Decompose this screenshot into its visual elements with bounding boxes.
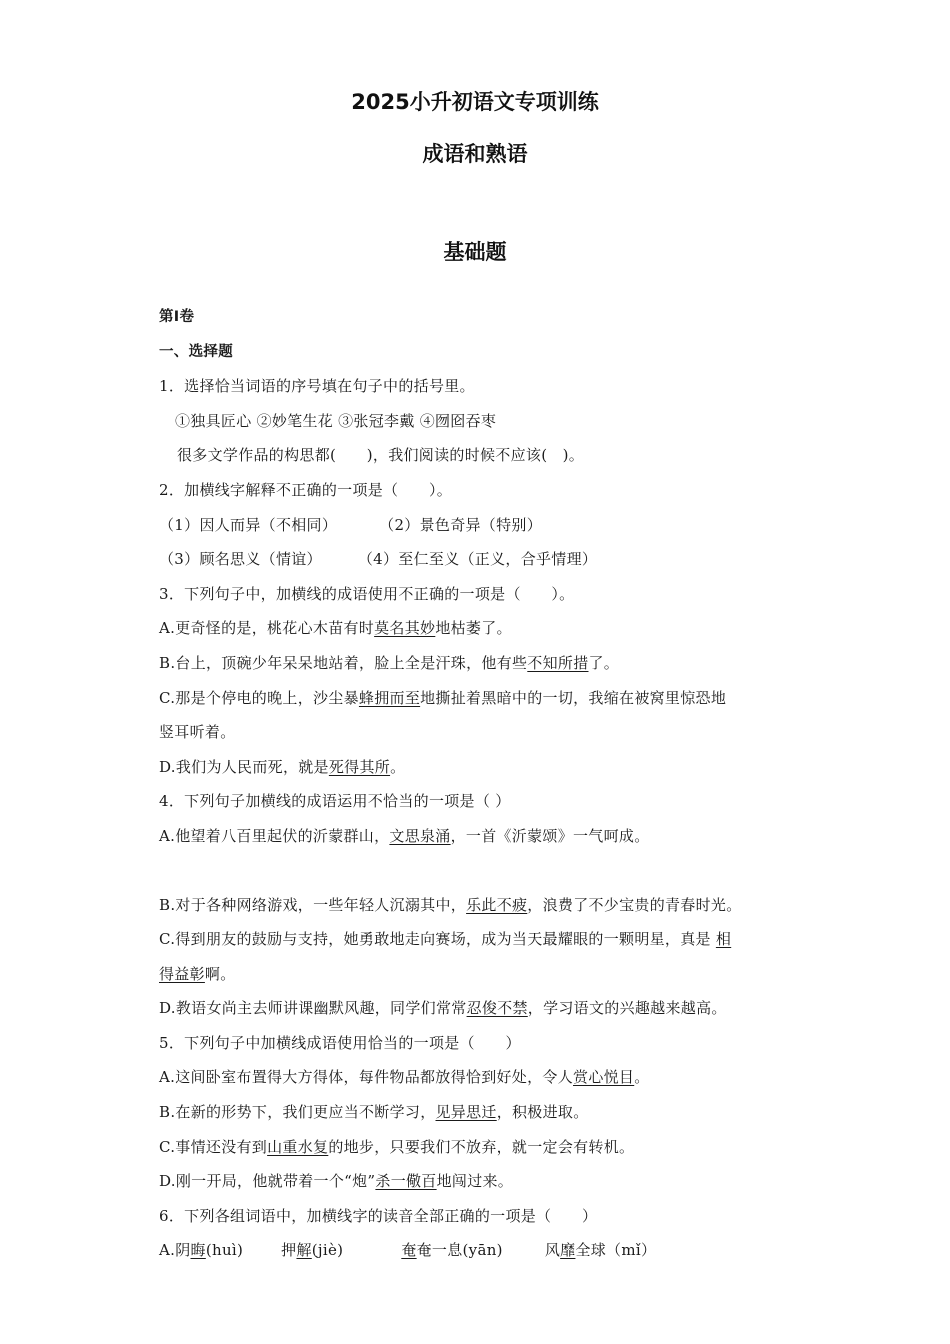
q5-option-d: [159, 1164, 799, 1199]
underlined-char: 靡: [560, 1241, 576, 1260]
text: C.事情还没有到: [159, 1137, 268, 1156]
q3-stem: 3．下列句子中，加横线的成语使用不正确的一项是（ ）。: [159, 584, 575, 603]
section-title: 基础题: [443, 240, 507, 264]
text: 全球（mǐ）: [575, 1241, 657, 1260]
text: 的地步，只要我们不放弃，就一定会有转机。: [328, 1137, 635, 1156]
underlined-idiom: 忍俊不禁: [466, 999, 528, 1018]
text: (huì): [205, 1241, 244, 1260]
document-subtitle: 成语和熟语: [422, 142, 528, 166]
q3-option-c: [159, 681, 799, 716]
q4-option-d: [159, 991, 799, 1026]
text: 地闯过来。: [436, 1172, 514, 1191]
text: D.刚一开局，他就带着一个“炮”: [159, 1172, 376, 1191]
underlined-idiom: 赏心悦目: [573, 1068, 635, 1087]
underlined-char: 解: [296, 1241, 312, 1260]
text: D.教语女尚主去师讲课幽默风趣，同学们常常: [159, 999, 467, 1018]
q3-option-c-cont: 竖耳听着。: [159, 723, 236, 742]
blank-gap: [159, 854, 799, 888]
part-heading: 第Ⅰ卷: [159, 309, 195, 325]
q4-option-b: [159, 888, 799, 923]
document-title: 2025小升初语文专项训练: [351, 90, 599, 114]
underlined-idiom: 见异思迁: [435, 1103, 497, 1122]
q3-option-b: [159, 646, 799, 681]
q2-option-3: （3）顾名思义（情谊）: [159, 550, 322, 569]
q4-option-a: [159, 819, 799, 854]
text: C.那是个停电的晚上，沙尘暴: [159, 688, 359, 707]
text: D.我们为人民而死，就是: [159, 757, 329, 776]
q1-stem: 1．选择恰当词语的序号填在句子中的括号里。: [159, 377, 475, 396]
underlined-idiom: 莫名其妙: [374, 619, 436, 638]
text: 。: [634, 1068, 650, 1087]
q5-option-c: [159, 1130, 799, 1165]
section-heading: 一、选择题: [159, 343, 233, 360]
q1-sentence: 很多文学作品的构思都( )，我们阅读的时候不应该( )。: [177, 446, 585, 465]
text: 地撕扯着黑暗中的一切，我缩在被窝里惊恐地: [420, 688, 727, 707]
underlined-char: 奄: [401, 1241, 417, 1260]
q2-stem: 2．加横线字解释不正确的一项是（ ）。: [159, 480, 453, 499]
q5-stem: 5．下列句子中加横线成语使用恰当的一项是（ ）: [159, 1033, 521, 1052]
q6-stem: 6．下列各组词语中，加横线字的读音全部正确的一项是（ ）: [159, 1206, 598, 1225]
underlined-idiom: 死得其所: [328, 757, 391, 776]
q4-option-c: [159, 922, 799, 957]
underlined-idiom: 蜂拥而至: [358, 688, 421, 707]
q6-option-a: [159, 1233, 799, 1268]
text: A.更奇怪的是，桃花心木苗有时: [159, 619, 375, 638]
underlined-idiom: 文思泉涌: [389, 826, 451, 845]
q1-options: ①独具匠心 ②妙笔生花 ③张冠李戴 ④囫囵吞枣: [175, 411, 497, 430]
underlined-idiom: 得益彰: [159, 964, 205, 983]
text: B.在新的形势下，我们更应当不断学习，: [159, 1103, 436, 1122]
q2-option-4: （4）至仁至义（正义，合乎情理）: [357, 550, 598, 569]
text: 啊。: [204, 964, 236, 983]
text: 地枯萎了。: [435, 619, 512, 638]
text: C.得到朋友的鼓励与支持，她勇敢地走向赛场，成为当天最耀眼的一颗明星，真是: [159, 930, 716, 949]
q5-option-a: [159, 1060, 799, 1095]
text: ，一首《沂蒙颂》一气呵成。: [450, 826, 650, 845]
text: A.阴: [159, 1241, 191, 1260]
text: (jiè): [311, 1241, 344, 1260]
q2-option-2: （2）景色奇异（特别）: [379, 515, 543, 534]
q4-option-c-cont: [159, 957, 799, 992]
text: A.他望着八百里起伏的沂蒙群山，: [159, 826, 390, 845]
text: 押: [281, 1241, 297, 1260]
q2-options-row-2: [159, 542, 799, 577]
q3-option-a: [159, 611, 799, 646]
text: ，积极进取。: [496, 1103, 589, 1122]
q5-option-b: [159, 1095, 799, 1130]
underlined-idiom: 相: [715, 930, 732, 949]
underlined-idiom: 杀一儆百: [375, 1172, 437, 1191]
q2-option-1: （1）因人而异（不相同）: [159, 515, 338, 534]
text: 。: [390, 757, 406, 776]
q4-stem: 4．下列句子加横线的成语运用不恰当的一项是（ ）: [159, 792, 511, 811]
q3-option-d: [159, 750, 799, 785]
text: B.对于各种网络游戏，一些年轻人沉溺其中，: [159, 895, 467, 914]
q2-options-row-1: [159, 508, 799, 543]
text: B.台上，顶碗少年呆呆地站着，脸上全是汗珠，他有些: [159, 653, 528, 672]
underlined-idiom: 不知所措: [527, 653, 589, 672]
text: 风: [544, 1241, 561, 1260]
underlined-char: 晦: [190, 1241, 206, 1260]
text: ，浪费了不少宝贵的青春时光。: [527, 895, 742, 914]
underlined-idiom: 山重水复: [267, 1137, 329, 1156]
underlined-idiom: 乐此不疲: [466, 895, 528, 914]
question-content: [159, 300, 799, 1268]
text: A.这间卧室布置得大方得体，每件物品都放得恰到好处，令人: [159, 1068, 574, 1087]
text: 奄一息(yān): [416, 1241, 503, 1260]
text: 了。: [588, 653, 620, 672]
text: ，学习语文的兴趣越来越高。: [527, 999, 727, 1018]
